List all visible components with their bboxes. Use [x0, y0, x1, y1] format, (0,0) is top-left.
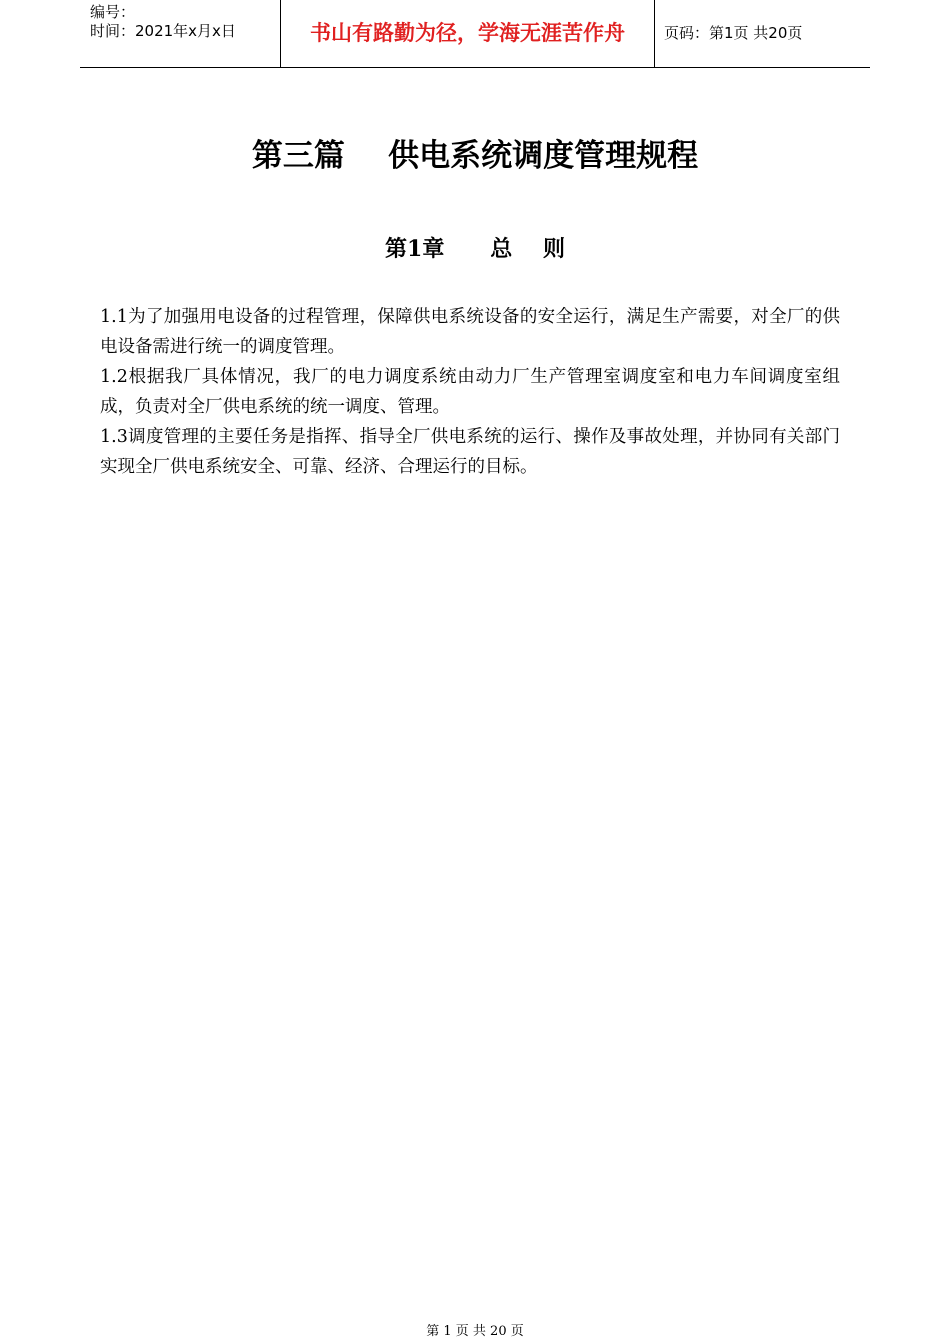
paragraph-1-1: 1.1为了加强用电设备的过程管理，保障供电系统设备的安全运行，满足生产需要，对全厂的供电设备需进行统一的调度管理。 — [100, 307, 840, 357]
header-motto: 书山有路勤为径，学海无涯苦作舟 — [281, 0, 655, 67]
header-page-label: 页码：第1页 共20页 — [664, 24, 803, 42]
header-info-cell — [80, 0, 281, 67]
document-number-label: 编号： — [90, 3, 136, 21]
chapter-heading: 第1章 总 则 — [385, 236, 565, 262]
paragraph-1-3: 1.3调度管理的主要任务是指挥、指导全厂供电系统的运行、操作及事故处理，并协同有关部门实现全厂供电系统安全、可靠、经济、合理运行的目标。 — [100, 427, 840, 477]
page-header — [80, 0, 870, 68]
page-footer: 第 1 页 共 20 页 — [426, 1324, 524, 1339]
body-content — [100, 302, 840, 482]
document-time-label: 时间：2021年x月x日 — [90, 22, 236, 40]
paragraph-1-2: 1.2根据我厂具体情况，我厂的电力调度系统由动力厂生产管理室调度室和电力车间调度室组成，负责对全厂供电系统的统一调度、管理。 — [100, 367, 840, 417]
document-title: 第三篇 供电系统调度管理规程 — [251, 138, 699, 174]
